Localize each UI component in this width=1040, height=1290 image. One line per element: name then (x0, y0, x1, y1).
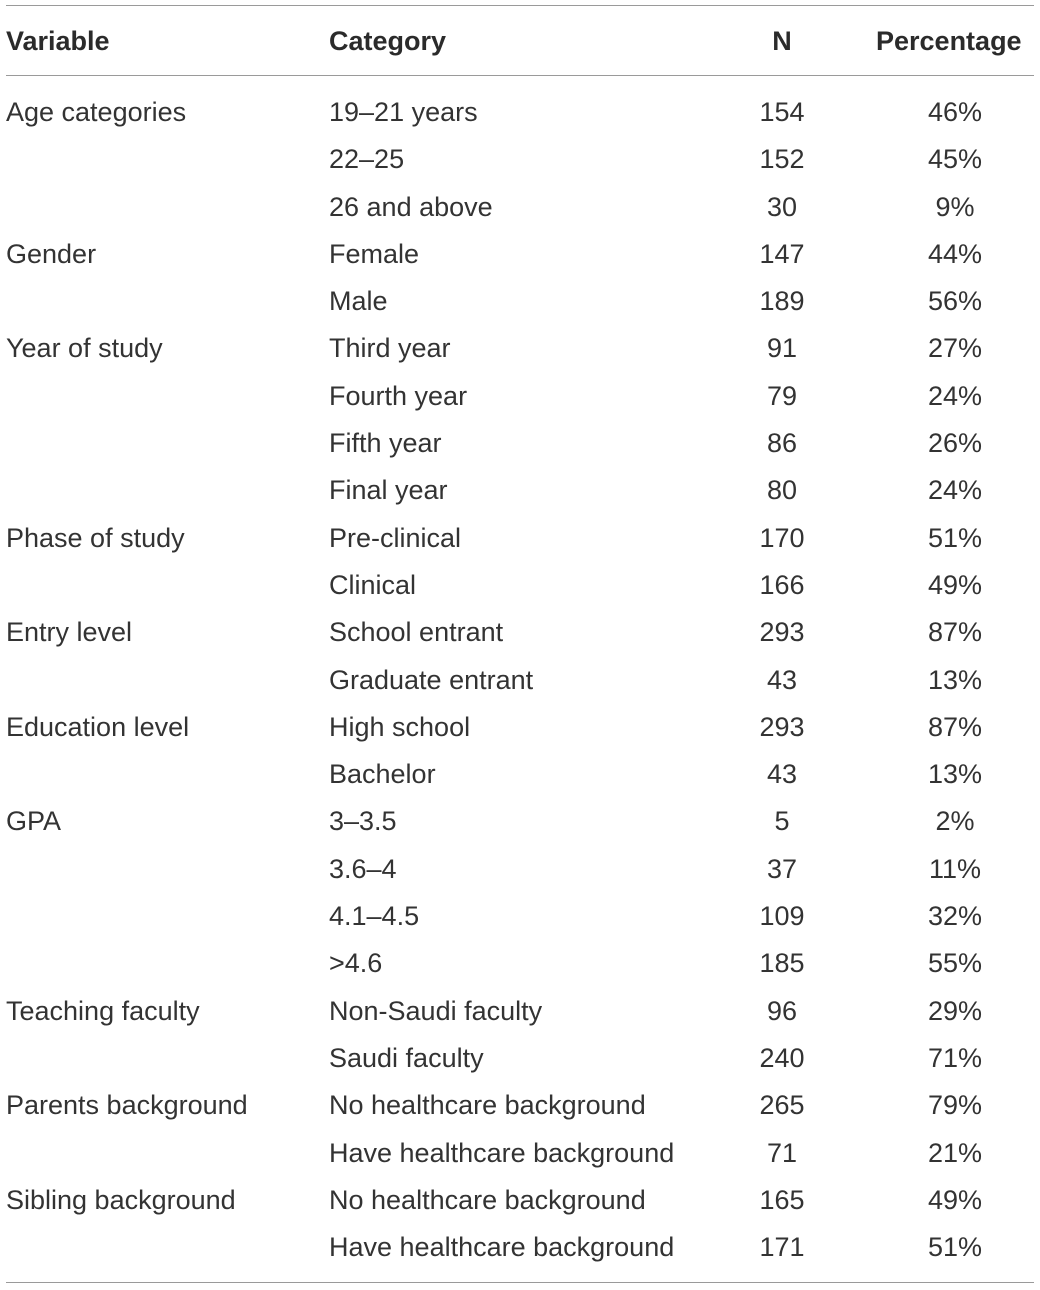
table-row (0, 1177, 1040, 1224)
cell-variable: Education level (6, 711, 190, 742)
cell-n: 240 (759, 1042, 805, 1073)
cell-percentage: 24% (927, 475, 983, 506)
cell-percentage: 2% (935, 806, 975, 837)
cell-n: 147 (759, 238, 805, 269)
cell-percentage: 44% (927, 238, 983, 269)
cell-percentage: 79% (927, 1090, 983, 1121)
cell-variable: Year of study (6, 333, 163, 364)
cell-category: Male (329, 286, 388, 317)
cell-n: 80 (766, 475, 798, 506)
cell-n: 109 (759, 901, 805, 932)
cell-category: Have healthcare background (329, 1137, 675, 1168)
cell-percentage: 55% (927, 948, 983, 979)
table-row (0, 562, 1040, 609)
cell-category: No healthcare background (329, 1184, 646, 1215)
header-n: N (772, 26, 792, 56)
cell-n: 154 (759, 97, 805, 127)
cell-category: 3.6–4 (329, 853, 397, 884)
table-row (0, 751, 1040, 798)
cell-category: Fourth year (329, 380, 468, 411)
cell-n: 96 (766, 995, 798, 1026)
cell-n: 171 (759, 1232, 805, 1263)
cell-percentage: 11% (928, 853, 982, 884)
cell-category: High school (329, 711, 471, 742)
table-row (0, 1082, 1040, 1129)
cell-category: 26 and above (329, 191, 493, 222)
table-row (0, 798, 1040, 845)
table-row (0, 515, 1040, 562)
cell-category: 19–21 years (329, 97, 478, 127)
cell-percentage: 13% (927, 759, 983, 790)
cell-category: Bachelor (329, 759, 436, 790)
cell-percentage: 51% (927, 1232, 983, 1263)
header-category: Category (329, 26, 447, 56)
cell-n: 189 (759, 286, 805, 317)
cell-percentage: 87% (927, 711, 983, 742)
cell-percentage: 46% (927, 97, 983, 127)
table-row (0, 846, 1040, 893)
cell-n: 86 (766, 428, 798, 459)
cell-category: Clinical (329, 569, 417, 600)
table-row (0, 893, 1040, 940)
table-header-rule (6, 75, 1034, 76)
table-row (0, 467, 1040, 514)
cell-n: 71 (766, 1137, 798, 1168)
table-row (0, 89, 1040, 136)
table-row (0, 136, 1040, 183)
cell-n: 79 (766, 380, 798, 411)
cell-n: 265 (759, 1090, 805, 1121)
cell-percentage: 51% (927, 522, 983, 553)
cell-percentage: 29% (927, 995, 983, 1026)
cell-percentage: 71% (927, 1042, 983, 1073)
cell-percentage: 24% (927, 380, 983, 411)
cell-percentage: 9% (935, 191, 975, 222)
cell-category: 22–25 (329, 144, 405, 175)
cell-n: 165 (759, 1184, 805, 1215)
table-row (0, 988, 1040, 1035)
table-header-row (0, 20, 1040, 62)
cell-n: 91 (766, 333, 798, 364)
cell-percentage: 26% (927, 428, 983, 459)
table-row (0, 940, 1040, 987)
cell-category: Graduate entrant (329, 664, 534, 695)
table-row (0, 184, 1040, 231)
cell-percentage: 13% (927, 664, 983, 695)
cell-n: 5 (774, 806, 790, 837)
cell-variable: Phase of study (6, 522, 185, 553)
cell-percentage: 49% (927, 569, 983, 600)
table-row (0, 373, 1040, 420)
cell-variable: Entry level (6, 617, 133, 648)
cell-category: Pre-clinical (329, 522, 462, 553)
table-row (0, 1130, 1040, 1177)
cell-category: 4.1–4.5 (329, 901, 420, 932)
cell-category: No healthcare background (329, 1090, 646, 1121)
cell-category: Third year (329, 333, 451, 364)
cell-category: Female (329, 238, 420, 269)
cell-category: School entrant (329, 617, 504, 648)
cell-category: Non-Saudi faculty (329, 995, 543, 1026)
cell-category: Saudi faculty (329, 1042, 484, 1073)
table-body (0, 89, 1040, 1271)
cell-category: Fifth year (329, 428, 442, 459)
cell-variable: Sibling background (6, 1184, 236, 1215)
table-row (0, 325, 1040, 372)
cell-percentage: 32% (927, 901, 983, 932)
table-row (0, 704, 1040, 751)
cell-n: 43 (766, 759, 798, 790)
cell-n: 43 (766, 664, 798, 695)
table-top-rule (6, 5, 1034, 6)
cell-n: 37 (766, 853, 798, 884)
cell-n: 185 (759, 948, 805, 979)
table-row (0, 657, 1040, 704)
cell-percentage: 56% (927, 286, 983, 317)
cell-category: Final year (329, 475, 448, 506)
table-row (0, 1035, 1040, 1082)
cell-n: 166 (759, 569, 805, 600)
header-percentage: Percentage (876, 26, 1022, 56)
header-variable: Variable (6, 26, 110, 56)
cell-variable: Parents background (6, 1090, 248, 1121)
cell-percentage: 49% (927, 1184, 983, 1215)
cell-n: 30 (766, 191, 798, 222)
cell-percentage: 27% (927, 333, 983, 364)
table-row (0, 420, 1040, 467)
table-bottom-rule (6, 1282, 1034, 1283)
cell-n: 152 (759, 144, 805, 175)
cell-category: Have healthcare background (329, 1232, 675, 1263)
table-row (0, 609, 1040, 656)
cell-category: 3–3.5 (329, 806, 397, 837)
cell-variable: Age categories (6, 97, 187, 127)
cell-percentage: 87% (927, 617, 983, 648)
cell-percentage: 21% (927, 1137, 983, 1168)
table-row (0, 1224, 1040, 1271)
cell-variable: Teaching faculty (6, 995, 200, 1026)
table-row (0, 278, 1040, 325)
table-row (0, 231, 1040, 278)
cell-n: 170 (759, 522, 805, 553)
cell-category: >4.6 (329, 948, 383, 979)
cell-n: 293 (759, 711, 805, 742)
cell-variable: Gender (6, 238, 97, 269)
cell-percentage: 45% (927, 144, 983, 175)
cell-n: 293 (759, 617, 805, 648)
cell-variable: GPA (6, 806, 62, 837)
